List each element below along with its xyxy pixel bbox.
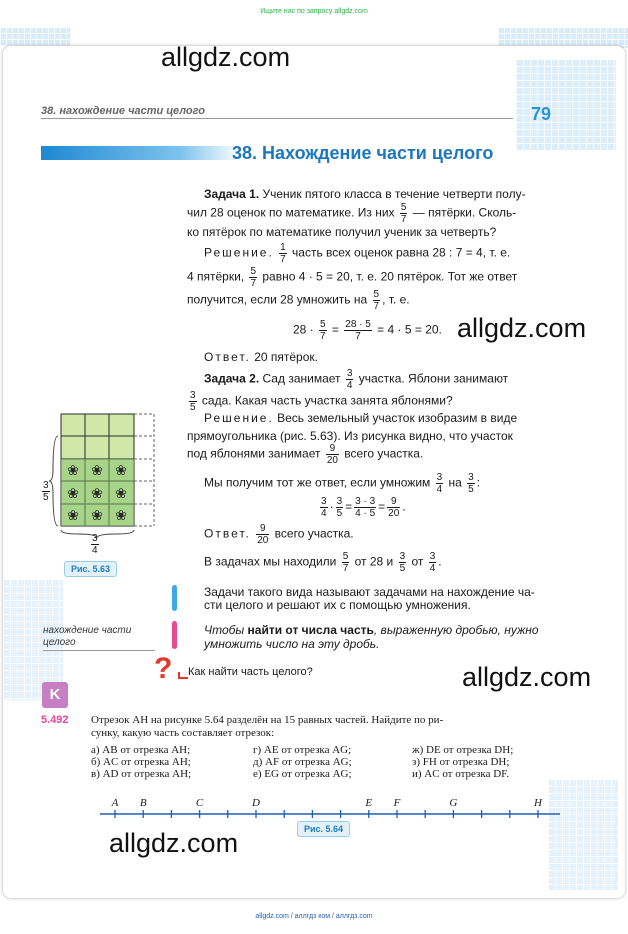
number-line-point-label: A [111, 797, 119, 809]
figure-caption: Рис. 5.63 [64, 561, 117, 577]
task2-line1: Задача 2. Сад занимает $\frac{3}{4}$ участка. Яблони занимают [204, 368, 509, 391]
task1-equation: 28 · $\frac{5}{7}$ = $\frac{28 \cdot 5}{7}$ = 4 · 5 = 20. [293, 319, 442, 342]
note-accent-bar [172, 585, 177, 611]
svg-text:❀: ❀ [67, 508, 79, 524]
task1-solution-line3: получится, если 28 умножить на $\frac{5}{7}$ , т. е. [187, 289, 410, 312]
number-line-point-label: H [534, 797, 542, 809]
page-number: 79 [531, 104, 552, 124]
number-line-point-label: E [365, 797, 373, 809]
svg-text:❀: ❀ [91, 486, 103, 502]
task2-solution-line3: под яблонями занимает $\frac{9}{20}$ всего участка. [187, 443, 424, 466]
decorative-grid [0, 28, 70, 46]
exercise-line1: Отрезок AH на рисунке 5.64 разделён на 15 равных частей. Найдите по ри- [91, 714, 444, 726]
svg-text:❀: ❀ [67, 486, 79, 502]
svg-text:❀: ❀ [115, 463, 127, 479]
svg-text:❀: ❀ [115, 486, 127, 502]
running-head: 38. нахождение части целого [41, 105, 205, 117]
fraction: $\frac{5}{7}$ [400, 202, 407, 225]
figure-bottom-fraction: $\frac{3}{4}$ [92, 533, 98, 556]
task1-answer: Ответ. 20 пятёрок. [204, 350, 318, 364]
number-line-point-label: D [252, 797, 260, 809]
title-accent-bar [41, 146, 241, 160]
line-caption: Рис. 5.64 [297, 821, 350, 837]
number-line-point-label: C [195, 797, 204, 809]
task2-answer: Ответ. $\frac{9}{20}$ всего участка. [204, 523, 354, 546]
exercise-item: и) AC от отрезка DF. [412, 768, 510, 780]
exercise-number: 5.492 [41, 714, 69, 726]
exercise-item: е) EG от отрезка AG; [253, 768, 352, 780]
svg-text:❀: ❀ [67, 463, 79, 479]
task1-solution-line1: Решение. $\frac{1}{7}$ часть всех оценок равна 28 : 7 = 4, т. е. [204, 242, 511, 265]
watermark: allgdz.com [462, 662, 592, 692]
footer-links[interactable]: allgdz.com / аллгдз ком / аллгдз.com [255, 913, 373, 920]
task2-equation: $\frac{3}{4}$ · $\frac{3}{5}$ = $\frac{3 \cdot 3}{4 \cdot 5}$ = $\frac{9}{20}$ . [321, 496, 406, 519]
watermark: allgdz.com [161, 42, 291, 72]
task1-line2: чил 28 оценок по математике. Из них $\frac{5}{7}$ — пятёрки. Сколь- [187, 202, 517, 225]
k-badge: K [42, 682, 68, 708]
note-line2: сти целого и решают их с помощью умножения. [204, 598, 471, 612]
task1-solution-line2: 4 пятёрки, $\frac{5}{7}$ равно 4 · 5 = 20, т. е. 20 пятёрок. Тот же ответ [187, 266, 518, 289]
figure-left-fraction: $\frac{3}{5}$ [43, 480, 49, 503]
question-mark-icon: ? [154, 652, 173, 685]
exercise-item: а) AB от отрезка AH; [91, 744, 191, 756]
number-line-point-label: G [449, 797, 458, 809]
question-text: Как найти часть целого? [188, 666, 313, 678]
decorative-grid [498, 28, 628, 48]
rule-line1: Чтобы найти от числа часть, выраженную дробью, нужно [204, 623, 539, 637]
svg-text:❀: ❀ [115, 508, 127, 524]
task1-line3: ко пятёрок по математике получил ученик за четверть? [187, 225, 497, 239]
rule-accent-bar [172, 621, 177, 649]
rule-line2: умножить число на эту дробь. [204, 637, 380, 651]
exercise-line2: сунку, какую часть составляет отрезок: [91, 727, 275, 739]
divider [43, 650, 155, 651]
question-hook-icon [178, 672, 188, 679]
exercise-item: б) AC от отрезка AH; [91, 756, 191, 768]
task2-solution-line1: Решение. Весь земельный участок изобразим в виде [204, 411, 518, 425]
figure-5-64 [100, 790, 560, 824]
svg-text:❀: ❀ [91, 508, 103, 524]
exercise-item: ж) DE от отрезка DH; [412, 744, 514, 756]
watermark: allgdz.com [457, 313, 587, 343]
task1-line1: Задача 1. Ученик пятого класса в течение четверти полу- [204, 187, 526, 201]
rule-side-label: нахождение части целого [43, 625, 132, 648]
task2-line2: $\frac{3}{5}$ сада. Какая часть участка занята яблонями? [190, 390, 453, 413]
top-link[interactable]: Ищите нас по запросу allgdz.com [260, 8, 368, 15]
exercise-item: д) AF от отрезка AG; [253, 756, 352, 768]
note-line1: Задачи такого вида называют задачами на нахождение ча- [204, 585, 535, 599]
exercise-item: в) AD от отрезка AH; [91, 768, 192, 780]
task2-solution-line2: прямоугольника (рис. 5.63). Из рисунка видно, что участок [187, 429, 513, 443]
divider [41, 118, 513, 119]
number-line-point-label: B [139, 797, 147, 809]
watermark: allgdz.com [109, 828, 239, 858]
number-line-point-label: F [393, 797, 401, 809]
svg-text:❀: ❀ [91, 463, 103, 479]
exercise-item: з) FH от отрезка DH; [412, 756, 510, 768]
recap-line: В задачах мы находили $\frac{5}{7}$ от 28 и $\frac{3}{5}$ от $\frac{3}{4}$ . [204, 551, 442, 574]
task2-solution-line4: Мы получим тот же ответ, если умножим $\frac{3}{4}$ на $\frac{3}{5}$ : [204, 472, 481, 495]
section-title: 38. Нахождение части целого [232, 143, 494, 163]
exercise-item: г) AE от отрезка AG; [253, 744, 352, 756]
